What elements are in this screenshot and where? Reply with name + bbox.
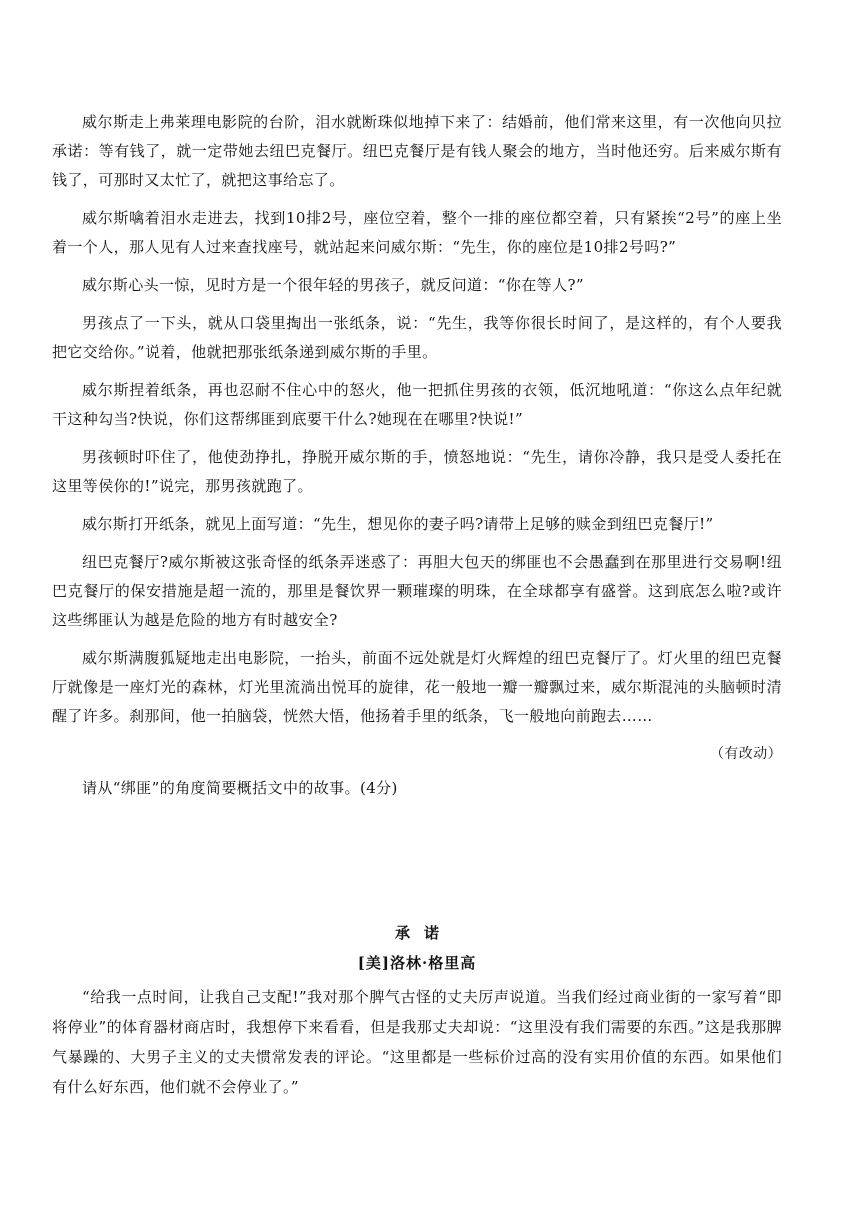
paragraph: 纽巴克餐厅?威尔斯被这张奇怪的纸条弄迷惑了：再胆大包天的绑匪也不会愚蠢到在那里进行交易啊!纽巴克餐厅的保安措施是超一流的，那里是餐饮界一颗璀璨的明珠，在全球都享有盛誉。这到底怎么啦?或许这些绑匪认为越是危险的地方有时越安全? (52, 553, 782, 629)
paragraph: “给我一点时间，让我自己支配!”我对那个脾气古怪的丈夫厉声说道。当我们经过商业街的一家写着“即将停业”的体育器材商店时，我想停下来看看，但是我那丈夫却说：“这里没有我们需要的东西。”这是我那脾气暴躁的、大男子主义的丈夫惯常发表的评论。“这里都是一些标价过高的没有实用价值的东西。如果他们有什么好东西，他们就不会停业了。” (52, 988, 782, 1096)
passage-author: [美]洛林·格里高 (357, 954, 477, 972)
paragraph: 男孩点了一下头，就从口袋里掏出一张纸条，说：“先生，我等你很长时间了，是这样的，有个人要我把它交给你。”说着，他就把那张纸条递到威尔斯的手里。 (52, 314, 782, 361)
paragraph: 威尔斯心头一惊，见时方是一个很年轻的男孩子，就反问道：“你在等人?” (82, 276, 584, 294)
paragraph: 威尔斯噙着泪水走进去，找到10排2号，座位空着，整个一排的座位都空着，只有紧挨“2号”的座上坐着一个人，那人见有人过来查找座号，就站起来问威尔斯：“先生，你的座位是10排2号吗?” (52, 209, 782, 256)
passage-two (52, 918, 782, 1111)
question-prompt: 请从“绑匪”的角度简要概括文中的故事。(4分) (82, 779, 398, 797)
paragraph: 男孩顿时吓住了，他使劲挣扎，挣脱开威尔斯的手，愤怒地说：“先生，请你冷静，我只是受人委托在这里等侯你的!”说完，那男孩就跑了。 (52, 448, 782, 495)
revision-note: （有改动） (710, 746, 782, 762)
paragraph: 威尔斯打开纸条，就见上面写道：“先生，想见你的妻子吗?请带上足够的赎金到纽巴克餐厅!” (82, 515, 714, 533)
paragraph: 威尔斯捏着纸条，再也忍耐不住心中的怒火，他一把抓住男孩的衣领，低沉地吼道：“你这么点年纪就干这种勾当?快说，你们这帮绑匪到底要干什么?她现在在哪里?快说!” (52, 381, 782, 428)
passage-title: 承诺 (394, 924, 453, 942)
paragraph: 威尔斯满腹狐疑地走出电影院，一抬头，前面不远处就是灯火辉煌的纽巴克餐厅了。灯火里的纽巴克餐厅就像是一座灯光的森林，灯光里流淌出悦耳的旋律，花一般地一瓣一瓣飘过来，威尔斯混沌的头脑顿时清醒了许多。刹那间，他一拍脑袋，恍然大悟，他扬着手里的纸条，飞一般地向前跑去…… (52, 649, 782, 725)
paragraph: 威尔斯走上弗莱理电影院的台阶，泪水就断珠似地掉下来了：结婚前，他们常来这里，有一次他向贝拉承诺：等有钱了，就一定带她去纽巴克餐厅。纽巴克餐厅是有钱人聚会的地方，当时他还穷。后来威尔斯有钱了，可那时又太忙了，就把这事给忘了。 (52, 113, 782, 189)
passage-one (52, 108, 782, 802)
